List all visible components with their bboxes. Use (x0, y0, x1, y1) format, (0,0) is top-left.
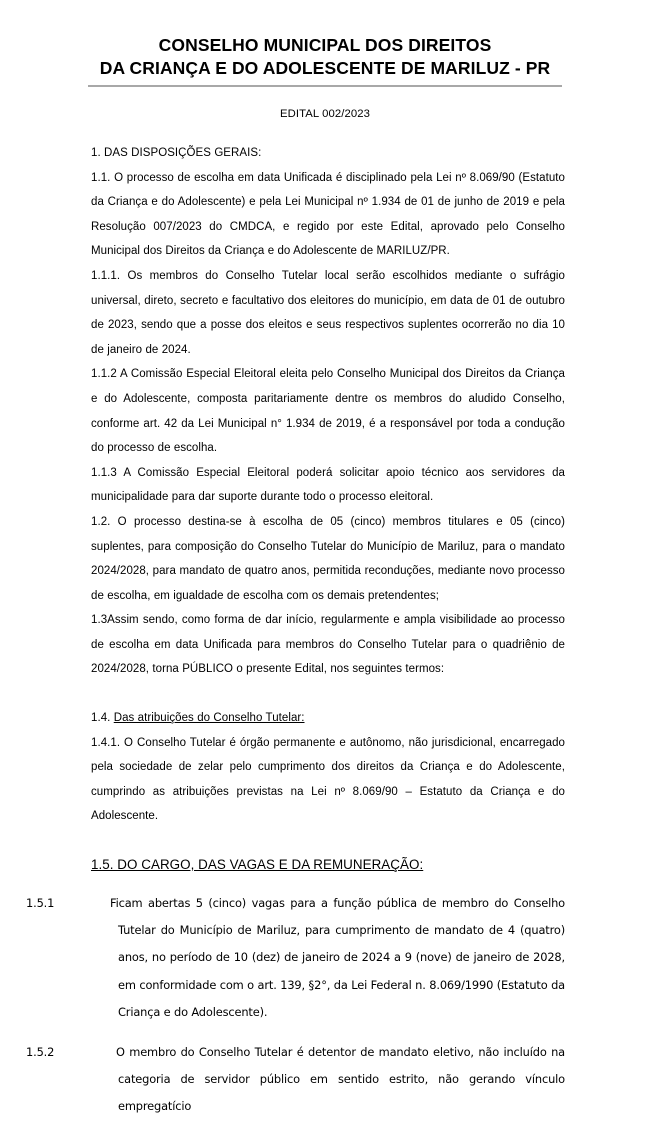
edital-number: EDITAL 002/2023 (279, 108, 371, 120)
clause-1-5-1 (26, 890, 565, 1027)
title-line-2: DA CRIANÇA E DO ADOLESCENTE DE MARILUZ - PR (99, 58, 551, 78)
page-title (40, 34, 610, 80)
clause-1-1-2: 1.1.2 A Comissão Especial Eleitoral eleita pelo Conselho Municipal dos Direitos da Criança e do Adolescente, composta paritariamente dentre os membros do aludido Conselho, conforme art. 42 da Lei Municipal n° 1.934 de 2019, é a responsável por toda a condução do processo de escolha. (91, 368, 565, 455)
section-1-heading: 1. DAS DISPOSIÇÕES GERAIS: (91, 147, 262, 159)
block-spacer-3 (91, 878, 565, 890)
clause-1-3: 1.3Assim sendo, como forma de dar início, regularmente e ampla visibilidade ao processo de escolha em data Unificada para membros do Conselho Tutelar para o quadriênio de 2024/2028, torna PÚBLICO o presente Edital, nos seguintes termos: (91, 614, 565, 676)
clause-1-1: 1.1. O processo de escolha em data Unificada é disciplinado pela Lei nº 8.069/90 (Estatuto da Criança e do Adolescente) e pela Lei Municipal nº 1.934 de 01 de junho de 2019 e pela Resolução 007/2023 do CMDCA, e regido por este Edital, aprovado pelo Conselho Municipal dos Direitos da Criança e do Adolescente de MARILUZ/PR. (91, 171, 565, 258)
clause-1-5-1-number: 1.5.1 (26, 895, 55, 910)
document-body-alt (0, 890, 650, 1121)
document-body (0, 141, 650, 890)
clause-1-4-title: Das atribuições do Conselho Tutelar: (113, 712, 305, 725)
clause-1-2: 1.2. O processo destina-se à escolha de 05 (cinco) membros titulares e 05 (cinco) suplentes, para composição do Conselho Tutelar do Município de Mariluz, para o mandato 2024/2028, para mandato de quatro anos, permitida reconduções, mediante novo processo de escolha, em igualdade de escolha com os demais pretendentes; (91, 515, 565, 602)
block-spacer-2 (91, 829, 565, 853)
header-divider (88, 85, 562, 87)
clause-1-5-title: 1.5. DO CARGO, DAS VAGAS E DA REMUNERAÇÃO: (91, 857, 424, 873)
block-spacer-4 (72, 1027, 565, 1039)
clause-1-4-1: 1.4.1. O Conselho Tutelar é órgão permanente e autônomo, não jurisdicional, encarregado pela sociedade de zelar pelo cumprimento dos direitos da Criança e do Adolescente, cumprindo as atribuições previstas na Lei nº 8.069/90 – Estatuto da Criança e do Adolescente. (91, 736, 565, 823)
block-spacer-1 (91, 682, 565, 706)
clause-1-1-3: 1.1.3 A Comissão Especial Eleitoral poderá solicitar apoio técnico aos servidores da municipalidade para dar suporte durante todo o processo eleitoral. (91, 466, 565, 504)
clause-1-4-heading (91, 706, 565, 731)
document-header (0, 0, 650, 122)
clause-1-5-2 (26, 1039, 565, 1121)
clause-1-4-number: 1.4. (91, 712, 114, 725)
clause-1-5-1-text: Ficam abertas 5 (cinco) vagas para a função pública de membro do Conselho Tutelar do Município de Mariluz, para cumprimento de mandato de 4 (quatro) anos, no período de 10 (dez) de janeiro de 2024 a 9 (nove) de janeiro de 2028, em conformidade com o art. 139, §2°, da Lei Federal n. 8.069/1990 (Estatuto da Criança e do Adolescente). (110, 895, 565, 1020)
clause-1-5-2-text: O membro do Conselho Tutelar é detentor de mandato eletivo, não incluído na categoria de servidor público em sentido estrito, não gerando vínculo empregatício (116, 1044, 565, 1114)
clause-1-1-1: 1.1.1. Os membros do Conselho Tutelar local serão escolhidos mediante o sufrágio universal, direto, secreto e facultativo dos eleitores do município, em data de 01 de outubro de 2023, sendo que a posse dos eleitos e seus respectivos suplentes ocorrerão no dia 10 de janeiro de 2024. (91, 269, 565, 356)
clause-1-5-2-number: 1.5.2 (26, 1044, 55, 1059)
clause-1-5-heading (91, 853, 565, 878)
title-line-1: CONSELHO MUNICIPAL DOS DIREITOS (158, 35, 492, 55)
